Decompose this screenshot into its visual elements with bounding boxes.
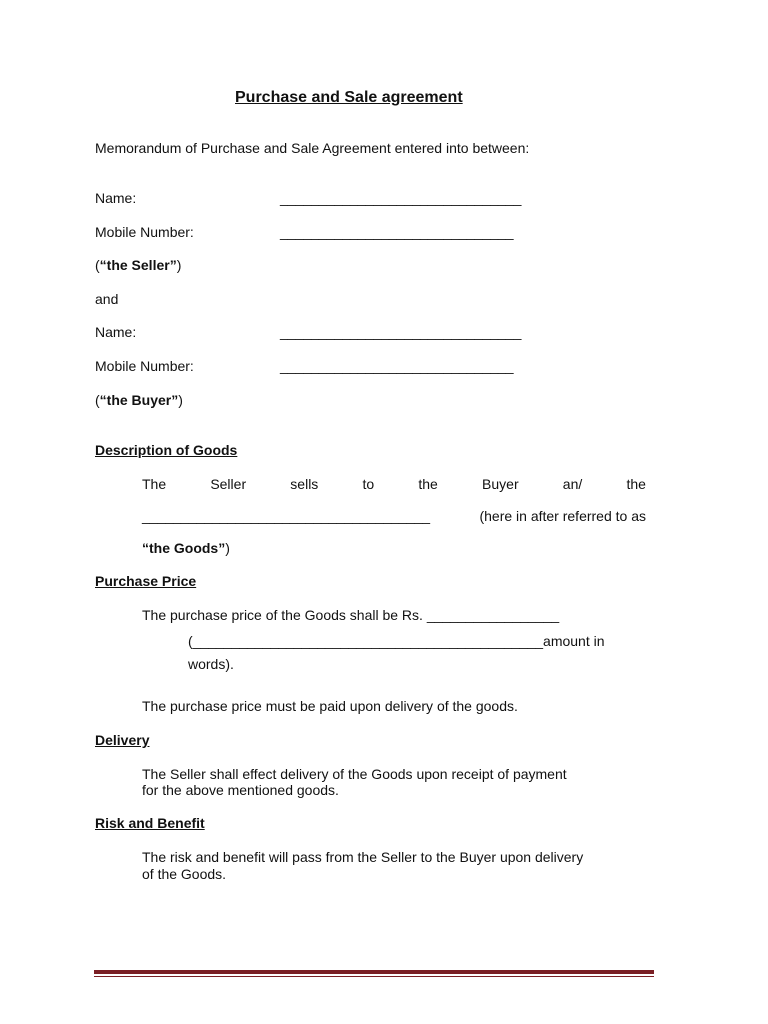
price-line-3: words). — [188, 656, 234, 672]
document-title: Purchase and Sale agreement — [235, 89, 463, 106]
description-line-3: “the Goods”) — [142, 540, 230, 556]
delivery-line-1: The Seller shall effect delivery of the Goods upon receipt of payment — [142, 766, 567, 782]
intro-text: Memorandum of Purchase and Sale Agreement entered into between: — [95, 140, 530, 156]
goods-label: “the Goods” — [142, 540, 226, 556]
risk-line-1: The risk and benefit will pass from the Seller to the Buyer upon delivery — [142, 849, 584, 865]
delivery-line-2: for the above mentioned goods. — [142, 782, 339, 798]
price-line-1: The purchase price of the Goods shall be Rs. _________________ — [142, 607, 560, 623]
seller-name-blank: _______________________________ — [280, 190, 522, 206]
price-line-2: (_____________________________________________amount in — [188, 633, 605, 649]
price-line-4: The purchase price must be paid upon delivery of the goods. — [142, 698, 518, 714]
seller-role: (“the Seller”) — [95, 257, 182, 273]
buyer-name-blank: _______________________________ — [280, 324, 522, 340]
seller-name-label: Name: — [95, 190, 137, 206]
footer-rule — [94, 970, 654, 974]
goods-blank: _____________________________________ — [142, 508, 431, 524]
risk-heading: Risk and Benefit — [95, 815, 205, 831]
buyer-name-label: Name: — [95, 324, 137, 340]
footer-rule-thin — [94, 976, 654, 977]
buyer-mobile-label: Mobile Number: — [95, 358, 194, 374]
seller-mobile-label: Mobile Number: — [95, 224, 194, 240]
risk-line-2: of the Goods. — [142, 866, 227, 882]
seller-mobile-blank: ______________________________ — [280, 224, 514, 240]
price-heading: Purchase Price — [95, 573, 197, 589]
description-line-1: The Seller sells to the Buyer an/ the — [142, 476, 646, 492]
delivery-heading: Delivery — [95, 732, 150, 748]
buyer-role-label: “the Buyer” — [99, 392, 179, 408]
and-text: and — [95, 291, 119, 307]
description-line-2: _____________________________________ (here in after referred to as — [142, 508, 646, 524]
description-heading: Description of Goods — [95, 442, 238, 458]
buyer-role: (“the Buyer”) — [95, 392, 183, 408]
buyer-mobile-blank: ______________________________ — [280, 358, 514, 374]
seller-role-label: “the Seller” — [99, 257, 177, 273]
